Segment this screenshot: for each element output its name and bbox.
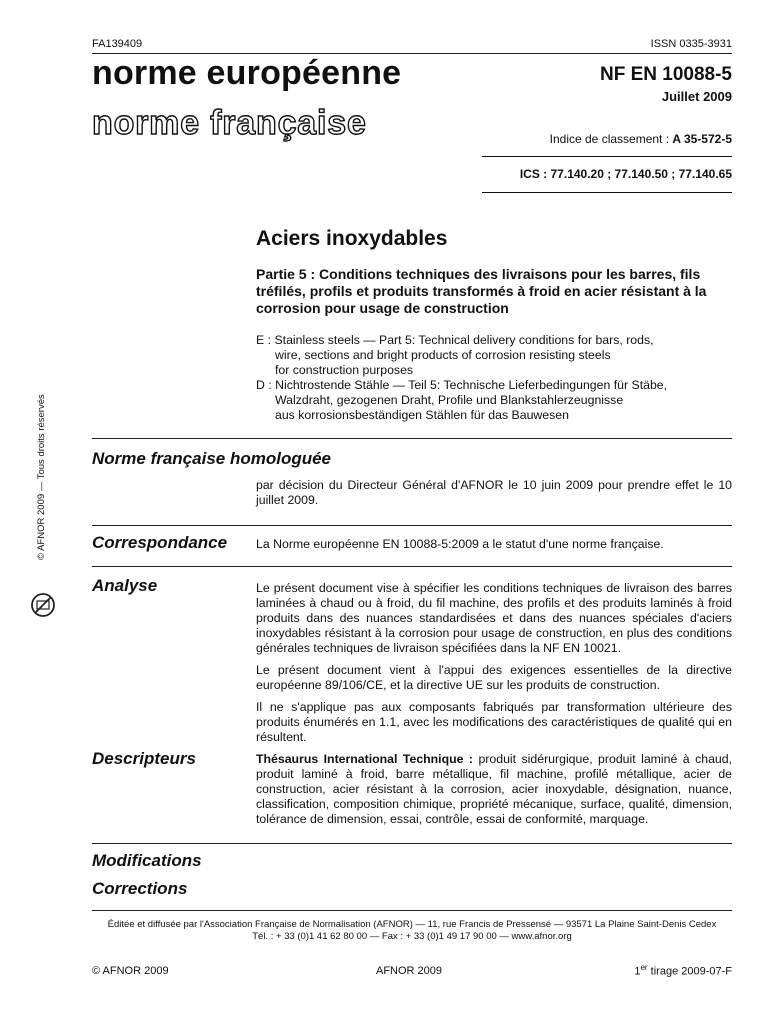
label-descripteurs: Descripteurs bbox=[92, 749, 196, 768]
label-correspondance: Correspondance bbox=[92, 533, 228, 552]
german-line-3: aus korrosionsbeständigen Stählen für das Bauwesen bbox=[275, 408, 569, 422]
ics-rule bbox=[482, 156, 732, 157]
footer-rule bbox=[92, 910, 732, 911]
publisher-info bbox=[92, 919, 732, 943]
main-title: Aciers inoxydables bbox=[256, 227, 448, 250]
tirage-text: tirage 2009-07-F bbox=[647, 965, 732, 978]
footer-center: AFNOR 2009 bbox=[376, 965, 443, 977]
classement-value: A 35-572-5 bbox=[672, 132, 732, 146]
text-homologuee: par décision du Directeur Général d'AFNOR le 10 juin 2009 pour prendre effet le 10 juillet 2009. bbox=[256, 478, 732, 507]
footer-tirage bbox=[634, 963, 732, 978]
rule-correspondance bbox=[92, 525, 732, 526]
footer-copyright: © AFNOR 2009 bbox=[92, 965, 169, 977]
text-correspondance: La Norme européenne EN 10088-5:2009 a le statut d'une norme française. bbox=[256, 537, 664, 551]
classement-label: Indice de classement : bbox=[549, 132, 670, 146]
publication-date: Juillet 2009 bbox=[661, 89, 732, 104]
analyse-paragraph-2: Le présent document vient à l'appui des exigences essentielles de la directive européenne 89/106/CE, et la directive UE sur les produits de construction. bbox=[256, 663, 732, 692]
german-line-1: D : Nichtrostende Stähle — Teil 5: Technische Lieferbedingungen für Stäbe, bbox=[256, 378, 668, 392]
subtitle: Partie 5 : Conditions techniques des livraisons pour les barres, fils tréfilés, profils et produits transformés à froid en acier résistant à la corrosion pour usage de construction bbox=[256, 266, 707, 316]
publisher-address: Éditée et diffusée par l'Association Française de Normalisation (AFNOR) — 11, rue Francis de Pressensé — 93571 La Plaine Saint-Denis Cedex bbox=[107, 919, 717, 930]
analyse-paragraph-3: Il ne s'applique pas aux composants fabriqués par transformation ultérieure des produits énumérés en 1.1, avec les modifications des caractéristiques de qualité qui en résultent. bbox=[256, 700, 732, 744]
english-line-1: E : Stainless steels — Part 5: Technical delivery conditions for bars, rods, bbox=[256, 333, 654, 347]
text-descripteurs bbox=[256, 752, 732, 827]
label-modifications: Modifications bbox=[92, 851, 202, 870]
rule-homologuee bbox=[92, 438, 732, 439]
label-analyse: Analyse bbox=[92, 576, 158, 595]
classement-index bbox=[550, 132, 732, 146]
label-corrections: Corrections bbox=[92, 879, 188, 898]
issn: ISSN 0335-3931 bbox=[650, 38, 732, 50]
english-title bbox=[256, 333, 667, 423]
label-homologuee: Norme française homologuée bbox=[92, 449, 332, 468]
text-analyse bbox=[256, 581, 732, 752]
ics-codes: ICS : 77.140.20 ; 77.140.50 ; 77.140.65 bbox=[519, 167, 732, 181]
title-norme-europeenne: norme européenne bbox=[92, 54, 402, 92]
descripteurs-terms: produit sidérurgique, produit laminé à chaud, produit laminé à froid, barre métallique, fil machine, profilé métallique, acier de construction, acier résistant à la corrosion, acier inoxydable, désignation, nuance, classification, composition chimique, propriété mécanique, surface, qualité, dimension, tolérance de dimension, essai, contrôle, essai de conformité, marquage. bbox=[256, 752, 732, 826]
no-photocopy-icon bbox=[30, 592, 56, 618]
side-copyright: © AFNOR 2009 — Tous droits réservés bbox=[36, 394, 47, 560]
german-line-2: Walzdraht, gezogenen Draht, Profile und Blankstahlerzeugnisse bbox=[275, 393, 624, 407]
standard-number: NF EN 10088-5 bbox=[599, 64, 732, 85]
descripteurs-lead: Thésaurus International Technique : bbox=[256, 752, 474, 766]
title-norme-francaise: norme française bbox=[92, 104, 367, 142]
rule-modifications bbox=[92, 843, 732, 844]
english-line-3: for construction purposes bbox=[275, 363, 414, 377]
tirage-superscript: er bbox=[640, 963, 648, 972]
rule-analyse bbox=[92, 566, 732, 567]
ics-rule-bottom bbox=[482, 192, 732, 193]
document-code: FA139409 bbox=[92, 38, 143, 50]
tirage-number: 1 bbox=[634, 965, 641, 978]
english-line-2: wire, sections and bright products of corrosion resisting steels bbox=[275, 348, 611, 362]
analyse-paragraph-1: Le présent document vise à spécifier les conditions techniques de livraison des barres laminées à chaud ou à froid, du fil machine, des profils et des produits laminés à froid produits dans des nuances standardisées et dans des nuances spéciales d'aciers inoxydables résistant à la corrosion pour usage de construction, en plus des conditions générales techniques de livraison spécifiées dans la NF EN 10021. bbox=[256, 581, 732, 655]
publisher-contact: Tél. : + 33 (0)1 41 62 80 00 — Fax : + 33 (0)1 49 17 90 00 — www.afnor.org bbox=[252, 931, 572, 942]
